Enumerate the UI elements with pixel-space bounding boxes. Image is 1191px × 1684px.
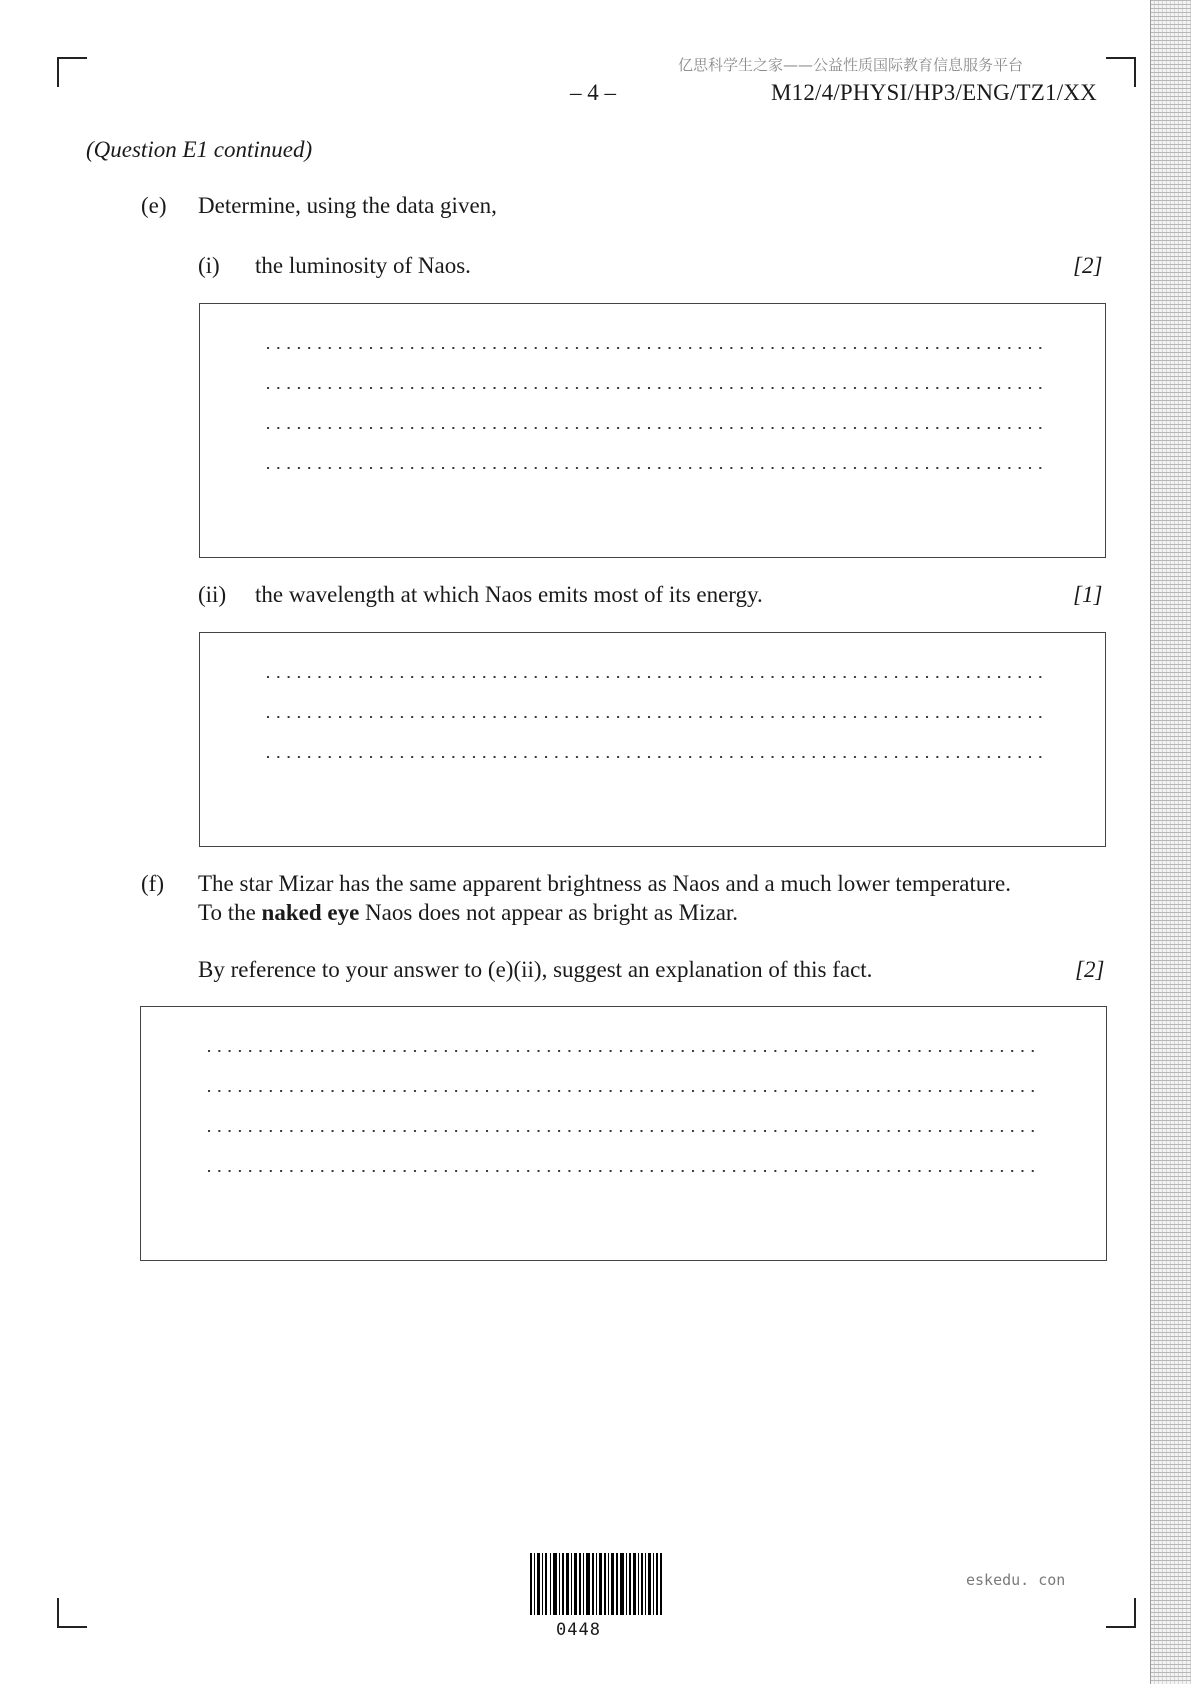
answer-line [267,716,1042,718]
part-f-line2 [198,900,738,926]
part-f-line1: The star Mizar has the same apparent brightness as Naos and a much lower temperature. [198,871,1012,896]
part-f-line2-post: Naos does not appear as bright as Mizar. [359,900,739,925]
answer-box-e-i[interactable] [199,303,1106,558]
answer-line [208,1170,1042,1172]
answer-line [208,1050,1042,1052]
part-e-ii-label: (ii) [198,582,227,607]
crop-mark-top-right [1106,57,1136,87]
part-e-stem: Determine, using the data given, [198,193,497,218]
crop-mark-bottom-left [57,1598,87,1628]
part-f-label: (f) [141,871,164,896]
part-f-marks: [2] [1075,957,1105,982]
part-e-i-label: (i) [198,253,220,278]
part-e-ii-marks: [1] [1073,582,1103,607]
part-f-prompt: By reference to your answer to (e)(ii), suggest an explanation of this fact. [198,957,873,982]
page-edge-strip [1150,0,1191,1684]
footer-site-text: eskedu. con [966,1571,1066,1589]
answer-line [267,467,1042,469]
part-f-emphasis: naked eye [261,900,360,925]
answer-line [208,1130,1042,1132]
crop-mark-top-left [57,57,87,87]
part-e-i-text: the luminosity of Naos. [255,253,471,278]
watermark-text: 亿思科学生之家——公益性质国际教育信息服务平台 [678,56,1024,74]
part-e-i-marks: [2] [1073,253,1103,278]
answer-line [208,1090,1042,1092]
continuation-heading: (Question E1 continued) [86,137,313,162]
page-number: – 4 – [570,80,616,105]
answer-line [267,756,1042,758]
answer-box-f[interactable] [140,1006,1107,1261]
part-e-ii-text: the wavelength at which Naos emits most of its energy. [255,582,763,607]
barcode-image [530,1553,662,1615]
answer-box-e-ii[interactable] [199,632,1106,847]
answer-line [267,427,1042,429]
answer-line [267,347,1042,349]
part-f-line2-pre: To the [198,900,262,925]
crop-mark-bottom-right [1106,1598,1136,1628]
barcode-number: 0448 [556,1620,601,1640]
answer-line [267,676,1042,678]
answer-line [267,387,1042,389]
paper-code: M12/4/PHYSI/HP3/ENG/TZ1/XX [771,80,1097,105]
part-e-label: (e) [141,193,167,218]
